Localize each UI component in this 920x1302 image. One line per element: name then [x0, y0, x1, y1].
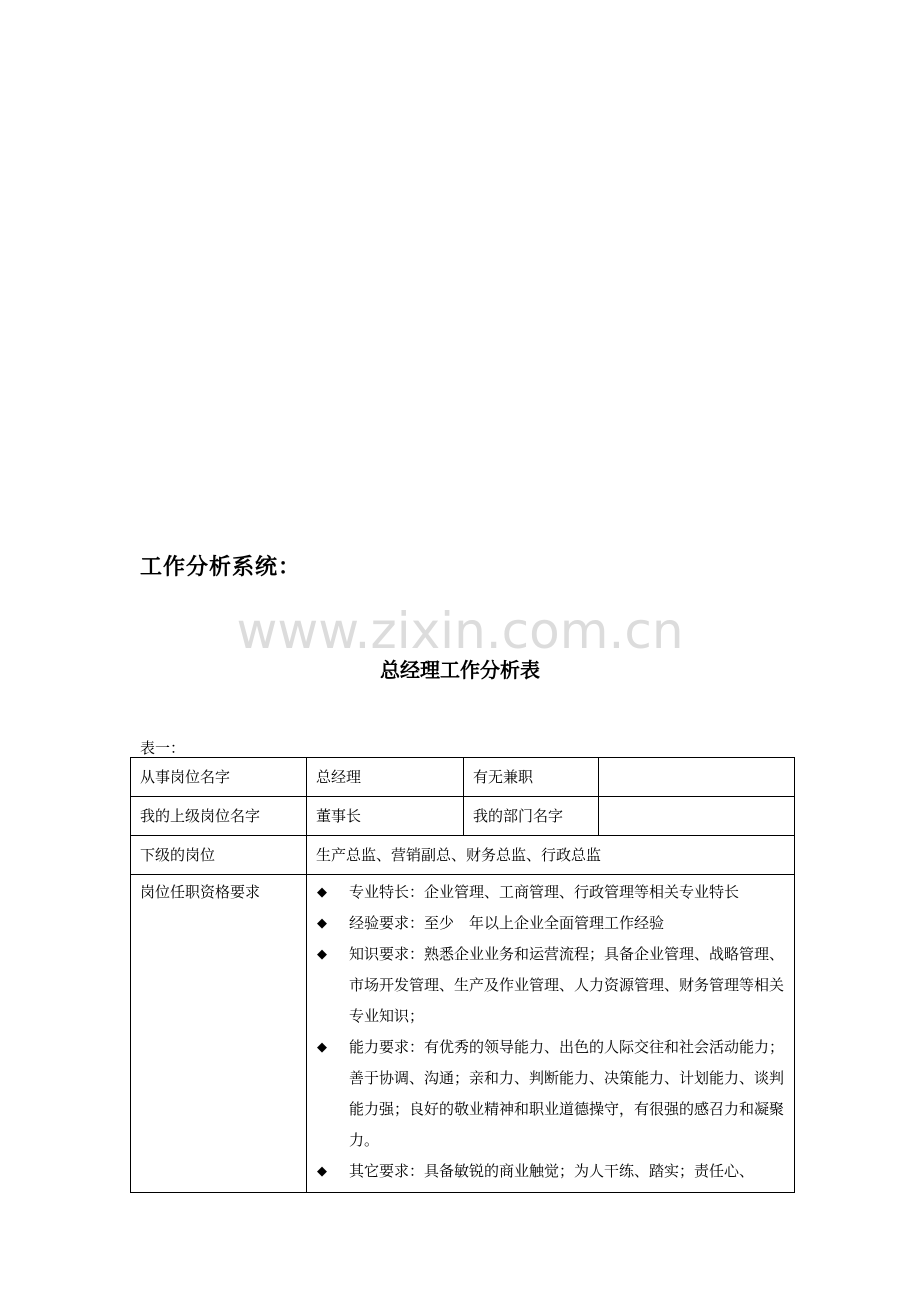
- page-heading: 工作分析系统：: [140, 555, 302, 580]
- requirement-text: 能力要求：有优秀的领导能力、出色的人际交往和社会活动能力；善于协调、沟通；亲和力、判断能力、决策能力、计划能力、谈判能力强；良好的敬业精神和职业道德操守，有很强的感召力和凝聚力。: [349, 1038, 785, 1149]
- part-time-label: 有无兼职: [464, 758, 599, 797]
- list-item: [316, 1156, 785, 1187]
- requirement-text: 专业特长：企业管理、工商管理、行政管理等相关专业特长: [349, 883, 740, 901]
- diamond-bullet-icon: ◆: [317, 916, 327, 931]
- department-value: [599, 797, 795, 836]
- table-caption: 表一：: [140, 739, 186, 757]
- table-row: [131, 797, 795, 836]
- subordinate-positions-value: 生产总监、营销副总、财务总监、行政总监: [307, 836, 795, 875]
- job-analysis-table: [130, 757, 795, 1193]
- qualification-label: 岗位任职资格要求: [131, 875, 307, 1193]
- table-row: [131, 875, 795, 1193]
- part-time-value: [599, 758, 795, 797]
- list-item: [316, 939, 785, 1032]
- qualification-requirements: [307, 875, 795, 1193]
- table-title: 总经理工作分析表: [380, 658, 540, 682]
- superior-position-label: 我的上级岗位名字: [131, 797, 307, 836]
- diamond-bullet-icon: ◆: [317, 885, 327, 900]
- requirement-text: 经验要求：至少 年以上企业全面管理工作经验: [349, 914, 665, 932]
- table-row: [131, 836, 795, 875]
- table-row: [131, 758, 795, 797]
- requirement-text: 其它要求：具备敏锐的商业触觉；为人干练、踏实；责任心、: [349, 1162, 755, 1180]
- superior-position-value: 董事长: [307, 797, 464, 836]
- diamond-bullet-icon: ◆: [317, 947, 327, 962]
- position-name-label: 从事岗位名字: [131, 758, 307, 797]
- watermark: www.zixin.com.cn: [236, 602, 684, 660]
- subordinate-positions-label: 下级的岗位: [131, 836, 307, 875]
- department-label: 我的部门名字: [464, 797, 599, 836]
- list-item: [316, 908, 785, 939]
- diamond-bullet-icon: ◆: [317, 1040, 327, 1055]
- diamond-bullet-icon: ◆: [317, 1164, 327, 1179]
- requirements-list: [316, 877, 785, 1187]
- position-name-value: 总经理: [307, 758, 464, 797]
- list-item: [316, 1032, 785, 1156]
- requirement-text: 知识要求：熟悉企业业务和运营流程；具备企业管理、战略管理、市场开发管理、生产及作业管理、人力资源管理、财务管理等相关专业知识；: [349, 945, 785, 1025]
- list-item: [316, 877, 785, 908]
